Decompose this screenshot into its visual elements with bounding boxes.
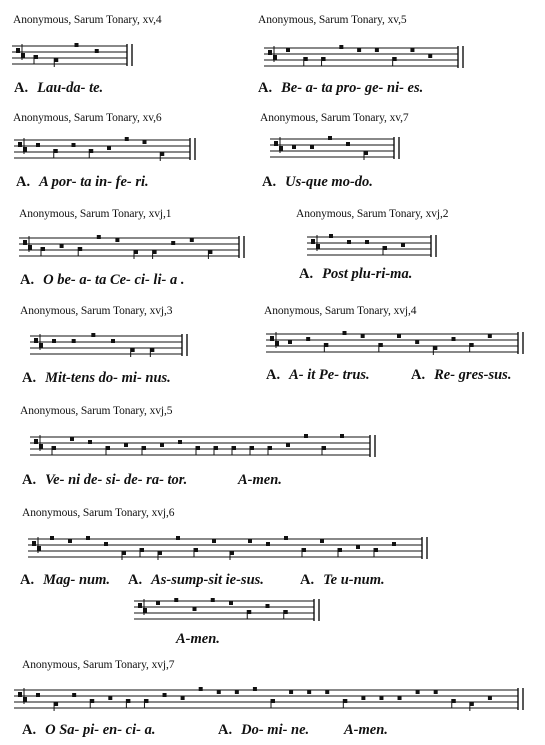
antiphon-marker: A. (266, 367, 281, 383)
neume-note (320, 539, 324, 543)
neume-note (134, 250, 138, 254)
neume-note (86, 536, 90, 540)
neume-note (286, 48, 290, 52)
example-caption: Anonymous, Sarum Tonary, xv,6 (13, 112, 162, 124)
neume-note (107, 146, 111, 150)
music-staff-amen (134, 595, 324, 629)
neume-note (357, 48, 361, 52)
example-lyrics (22, 472, 187, 489)
neume-note (140, 548, 144, 552)
neume-note (131, 348, 135, 352)
neume-note (41, 247, 45, 251)
antiphon-marker: A. (262, 174, 277, 190)
neume-note (284, 610, 288, 614)
example-caption: Anonymous, Sarum Tonary, xvj,5 (20, 405, 173, 417)
antiphon-marker: A. (258, 80, 273, 96)
neume-note (196, 446, 200, 450)
clef-glyph (18, 692, 22, 697)
neume-note (361, 334, 365, 338)
neume-note (322, 57, 326, 61)
music-staff (28, 533, 432, 567)
neume-note (328, 136, 332, 140)
antiphon-marker: A. (299, 266, 314, 282)
neume-note (322, 446, 326, 450)
neume-note (397, 334, 401, 338)
example-lyrics (14, 80, 103, 97)
neume-note (383, 246, 387, 250)
antiphon-marker: A. (20, 572, 35, 588)
example-lyrics (20, 572, 110, 589)
neume-note (88, 440, 92, 444)
lyric-text: A-men. (238, 472, 282, 488)
lyric-text: Us-que mo-do. (285, 174, 373, 190)
neume-note (428, 54, 432, 58)
neume-note (325, 690, 329, 694)
antiphon-marker: A. (411, 367, 426, 383)
neume-note (70, 437, 74, 441)
example-lyrics (22, 722, 155, 739)
neume-note (72, 143, 76, 147)
example-caption: Anonymous, Sarum Tonary, xvj,3 (20, 305, 173, 317)
neume-note (190, 238, 194, 242)
clef-glyph (32, 541, 36, 546)
music-staff (264, 42, 468, 76)
neume-note (286, 443, 290, 447)
example-caption: Anonymous, Sarum Tonary, xvj,2 (296, 208, 449, 220)
neume-note (488, 334, 492, 338)
neume-note (310, 145, 314, 149)
example-lyrics (20, 272, 184, 289)
lyric-text: A-men. (344, 722, 388, 738)
neume-note (194, 548, 198, 552)
neume-note (199, 687, 203, 691)
clef-glyph (34, 439, 38, 444)
neume-note (347, 240, 351, 244)
neume-note (379, 696, 383, 700)
neume-note (392, 542, 396, 546)
neume-note (90, 699, 94, 703)
neume-note (144, 699, 148, 703)
neume-note (91, 333, 95, 337)
example-caption: Anonymous, Sarum Tonary, xvj,4 (264, 305, 417, 317)
neume-note (211, 598, 215, 602)
neume-note (178, 440, 182, 444)
antiphon-marker: A. (218, 722, 233, 738)
neume-note (304, 434, 308, 438)
lyric-text: Lau-da- te. (37, 80, 104, 96)
example-lyrics-2 (411, 367, 511, 384)
neume-note (356, 545, 360, 549)
neume-note (253, 687, 257, 691)
neume-note (343, 699, 347, 703)
lyric-text: Post plu-ri-ma. (322, 266, 413, 282)
neume-note (150, 348, 154, 352)
antiphon-marker: A. (16, 174, 31, 190)
neume-note (174, 598, 178, 602)
neume-note (488, 696, 492, 700)
lyric-text: A por- ta in- fe- ri. (39, 174, 149, 190)
neume-note (470, 702, 474, 706)
neume-note (229, 601, 233, 605)
example-lyrics (16, 174, 149, 191)
neume-note (364, 151, 368, 155)
neume-note (324, 343, 328, 347)
neume-note (470, 343, 474, 347)
neume-note (306, 337, 310, 341)
neume-note (115, 238, 119, 242)
neume-note (434, 690, 438, 694)
neume-note (50, 536, 54, 540)
example-lyrics (262, 174, 373, 191)
neume-note (125, 137, 129, 141)
neume-note (214, 446, 218, 450)
neume-note (284, 536, 288, 540)
antiphon-marker: A. (22, 472, 37, 488)
neume-note (339, 45, 343, 49)
lyric-text: O Sa- pi- en- ci- a. (45, 722, 156, 738)
neume-note (156, 601, 160, 605)
example-caption: Anonymous, Sarum Tonary, xv,7 (260, 112, 409, 124)
example-lyrics-2 (218, 722, 309, 739)
neume-note (217, 690, 221, 694)
lyric-text: A-men. (176, 631, 220, 647)
neume-note (75, 43, 79, 47)
neume-note (289, 690, 293, 694)
antiphon-marker: A. (22, 722, 37, 738)
neume-note (415, 340, 419, 344)
example-lyrics (266, 367, 370, 384)
neume-note (181, 696, 185, 700)
neume-note (126, 699, 130, 703)
example-caption: Anonymous, Sarum Tonary, xvj,7 (22, 659, 175, 671)
neume-note (95, 49, 99, 53)
neume-note (54, 58, 58, 62)
neume-note (106, 446, 110, 450)
neume-note (338, 548, 342, 552)
neume-note (171, 241, 175, 245)
example-lyrics-3 (300, 572, 385, 589)
music-staff (307, 231, 441, 265)
neume-note (54, 149, 58, 153)
neume-note (292, 145, 296, 149)
music-staff (270, 133, 404, 167)
neume-note (230, 551, 234, 555)
neume-note (393, 57, 397, 61)
lyric-text: Mit-tens do- mi- nus. (45, 370, 171, 386)
antiphon-marker: A. (14, 80, 29, 96)
neume-note (34, 55, 38, 59)
neume-note (266, 604, 270, 608)
neume-note (248, 539, 252, 543)
neume-note (68, 539, 72, 543)
neume-note (288, 340, 292, 344)
neume-note (176, 536, 180, 540)
clef-glyph (274, 141, 278, 146)
neume-note (78, 247, 82, 251)
neume-note (72, 693, 76, 697)
neume-note (89, 149, 93, 153)
music-staff (30, 431, 380, 465)
lyric-text: A- it Pe- trus. (289, 367, 370, 383)
neume-note (346, 142, 350, 146)
neume-note (72, 339, 76, 343)
lyric-text: As-sump-sit ie-sus. (151, 572, 264, 588)
neume-note (104, 542, 108, 546)
neume-note (340, 434, 344, 438)
neume-note (398, 696, 402, 700)
antiphon-marker: A. (128, 572, 143, 588)
music-staff (12, 40, 137, 76)
neume-note (163, 693, 167, 697)
neume-note (268, 446, 272, 450)
antiphon-marker: A. (300, 572, 315, 588)
neume-note (232, 446, 236, 450)
neume-note (212, 539, 216, 543)
neume-note (365, 240, 369, 244)
music-staff (266, 328, 528, 362)
neume-note (374, 548, 378, 552)
neume-note (97, 235, 101, 239)
neume-note (247, 610, 251, 614)
neume-note (452, 699, 456, 703)
neume-note (60, 244, 64, 248)
clef-glyph (268, 50, 272, 55)
example-lyrics (22, 370, 171, 387)
lyric-text: Te u-num. (323, 572, 385, 588)
neume-note (271, 699, 275, 703)
example-lyrics-4 (176, 631, 220, 648)
lyric-text: Be- a- ta pro- ge- ni- es. (281, 80, 424, 96)
lyric-text: Mag- num. (43, 572, 110, 588)
example-lyrics-2 (238, 472, 282, 489)
neume-note (153, 250, 157, 254)
neume-note (304, 57, 308, 61)
neume-note (52, 446, 56, 450)
neume-note (235, 690, 239, 694)
clef-glyph (18, 142, 22, 147)
clef-glyph (23, 240, 27, 245)
music-staff (14, 684, 528, 718)
example-lyrics-3 (344, 722, 388, 739)
music-staff (14, 134, 200, 168)
neume-note (158, 551, 162, 555)
clef-glyph (311, 239, 315, 244)
neume-note (416, 690, 420, 694)
neume-note (307, 690, 311, 694)
neume-note (266, 542, 270, 546)
example-lyrics (258, 80, 423, 97)
lyric-text: Do- mi- ne. (241, 722, 310, 738)
neume-note (124, 443, 128, 447)
example-lyrics-2 (128, 572, 264, 589)
neume-note (343, 331, 347, 335)
neume-note (433, 346, 437, 350)
lyric-text: Re- gres-sus. (434, 367, 512, 383)
neume-note (452, 337, 456, 341)
neume-note (361, 696, 365, 700)
neume-note (52, 339, 56, 343)
neume-note (302, 548, 306, 552)
example-caption: Anonymous, Sarum Tonary, xv,5 (258, 14, 407, 26)
clef-glyph (270, 336, 274, 341)
neume-note (160, 152, 164, 156)
clef-glyph (34, 338, 38, 343)
neume-note (329, 234, 333, 238)
clef-glyph (138, 603, 142, 608)
example-caption: Anonymous, Sarum Tonary, xvj,1 (19, 208, 172, 220)
neume-note (54, 702, 58, 706)
neume-note (160, 443, 164, 447)
neume-note (250, 446, 254, 450)
lyric-text: Ve- ni de- si- de- ra- tor. (45, 472, 188, 488)
example-lyrics (299, 266, 412, 283)
antiphon-marker: A. (20, 272, 35, 288)
example-caption: Anonymous, Sarum Tonary, xvj,6 (22, 507, 175, 519)
neume-note (36, 143, 40, 147)
neume-note (379, 343, 383, 347)
neume-note (122, 551, 126, 555)
neume-note (36, 693, 40, 697)
neume-note (142, 446, 146, 450)
music-staff (30, 330, 192, 364)
neume-note (108, 696, 112, 700)
neume-note (111, 339, 115, 343)
neume-note (410, 48, 414, 52)
neume-note (193, 607, 197, 611)
neume-note (208, 250, 212, 254)
clef-glyph (16, 48, 20, 53)
neume-note (401, 243, 405, 247)
lyric-text: O be- a- ta Ce- ci- li- a . (43, 272, 185, 288)
example-caption: Anonymous, Sarum Tonary, xv,4 (13, 14, 162, 26)
antiphon-marker: A. (22, 370, 37, 386)
music-staff (19, 232, 249, 266)
neume-note (143, 140, 147, 144)
neume-note (375, 48, 379, 52)
